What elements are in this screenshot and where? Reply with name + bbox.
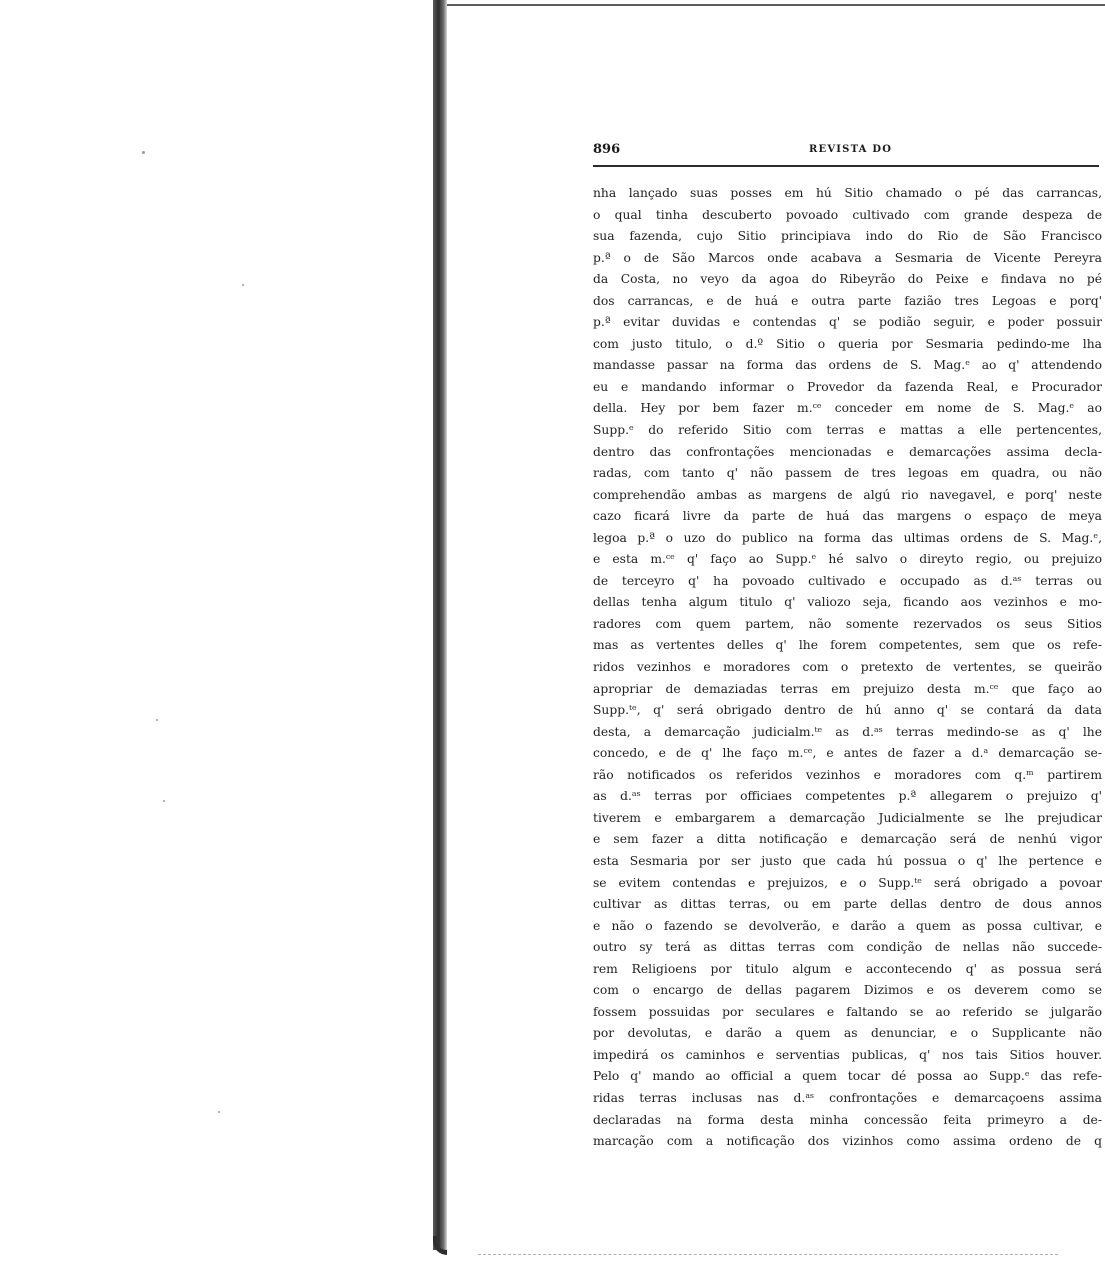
text-line: e não o fazendo se devolverão, e darão a quem as possa cultivar, e (593, 918, 1102, 933)
text-line: e esta m.ᶜᵉ q' faço ao Supp.ᵉ hé salvo o direyto regio, ou prejuizo (593, 552, 1102, 567)
text-line: e sem fazer a ditta notificação e demarcação será de nenhú vigor (593, 832, 1102, 847)
scan-speck (142, 151, 145, 154)
text-line: sua fazenda, cujo Sitio principiava indo do Rio de São Francisco (593, 229, 1102, 244)
text-line: as d.ᵃˢ terras por officiaes competentes p.ª allegarem o prejuizo q' (593, 789, 1102, 804)
left-margin (0, 0, 438, 1283)
text-line: dentro das confrontações mencionadas e demarcações assima decla- (593, 444, 1102, 459)
text-line: comprehendão ambas as margens de algú rio navegavel, e porq' neste (593, 487, 1102, 502)
body-text (593, 183, 1102, 1153)
text-line: Supp.ᵗᵉ, q' será obrigado dentro de hú anno q' se contará da data (593, 703, 1102, 718)
text-line: Supp.ᵉ do referido Sitio com terras e mattas a elle pertencentes, (593, 423, 1102, 438)
text-line: tiverem e embargarem a demarcação Judicialmente se lhe prejudicar (593, 810, 1102, 825)
text-line: ridos vezinhos e moradores com o pretexto de vertentes, se queirão (593, 660, 1102, 675)
text-line: cultivar as dittas terras, ou em parte dellas dentro de dous annos (593, 897, 1102, 912)
text-line: nha lançado suas posses em hú Sitio chamado o pé das carrancas, (593, 186, 1102, 200)
text-line: outro sy terá as dittas terras com condição de nellas não succede- (593, 940, 1102, 955)
text-line: radas, com tanto q' não passem de tres legoas em quadra, ou não (593, 466, 1102, 481)
text-line: cazo ficará livre da parte de huá das margens o espaço de meya (593, 509, 1102, 524)
text-line: rão notificados os referidos vezinhos e moradores com q.ᵐ partirem (593, 767, 1102, 782)
text-line: p.ª evitar duvidas e contendas q' se podião seguir, e poder possuir (593, 315, 1102, 330)
page-top-edge (447, 4, 1105, 14)
scan-speck (156, 719, 158, 721)
text-line: concedo, e de q' lhe faço m.ᶜᵉ, e antes de fazer a d.ᵃ demarcação se- (593, 746, 1102, 761)
text-line: com justo titulo, o d.º Sitio o queria por Sesmaria pedindo-me lha (593, 336, 1102, 351)
text-line: mandasse passar na forma das ordens de S. Mag.ᵉ ao q' attendendo (593, 358, 1102, 373)
page-number: 896 (593, 142, 621, 157)
text-line: o qual tinha descuberto povoado cultivado com grande despeza de (593, 207, 1102, 222)
scan-speck (218, 1111, 220, 1113)
text-line: dellas tenha algum titulo q' valiozo seja, ficando aos vezinhos e mo- (593, 595, 1102, 610)
text-line: p.ª o de São Marcos onde acabava a Sesmaria de Vicente Pereyra (593, 250, 1102, 265)
page-header (593, 140, 1105, 166)
text-line: esta Sesmaria por ser justo que cada hú possua o q' lhe pertence e (593, 853, 1102, 868)
text-line: fossem possuidas por seculares e faltando se ao referido se julgarão (593, 1004, 1102, 1019)
text-line: impedirá os caminhos e serventias publicas, q' nos tais Sitios houver. (593, 1047, 1102, 1062)
text-line: Pelo q' mando ao official a quem tocar dé possa ao Supp.ᵉ das refe- (593, 1069, 1102, 1084)
scan-speck (242, 284, 244, 286)
text-line: ridas terras inclusas nas d.ᵃˢ confrontações e demarcaçoens assima (593, 1090, 1102, 1105)
text-line: com o encargo de dellas pagarem Dizimos e os deverem como se (593, 983, 1102, 998)
running-head: REVISTA DO (809, 144, 893, 155)
text-line: declaradas na forma desta minha concessão feita primeyro a de- (593, 1112, 1102, 1127)
text-line: della. Hey por bem fazer m.ᶜᵉ conceder em nome de S. Mag.ᵉ ao (593, 401, 1102, 416)
page-bottom-edge (478, 1254, 1058, 1255)
text-line: eu e mandando informar o Provedor da fazenda Real, e Procurador (593, 379, 1102, 394)
text-line: se evitem contendas e prejuizos, e o Supp.ᵗᵉ será obrigado a povoar (593, 875, 1102, 890)
text-line: de terceyro q' ha povoado cultivado e occupado as d.ᵃˢ terras ou (593, 573, 1102, 588)
book-spine-shadow (433, 0, 447, 1250)
text-line: marcação com a notificação dos vizinhos como assima ordeno de q (593, 1134, 1102, 1149)
text-line: desta, a demarcação judicialm.ᵗᵉ as d.ᵃˢ terras medindo-se as q' lhe (593, 724, 1102, 739)
scan-speck (163, 800, 165, 802)
text-line: rem Religioens por titulo algum e accontecendo q' as possua será (593, 961, 1102, 976)
header-rule (593, 165, 1099, 167)
text-line: legoa p.ª o uzo do publico na forma das ultimas ordens de S. Mag.ᵉ, (593, 530, 1102, 545)
text-line: radores com quem partem, não somente rezervados os seus Sitios (593, 616, 1102, 631)
text-line: dos carrancas, e de huá e outra parte fazião tres Legoas e porq' (593, 293, 1102, 308)
text-line: por devolutas, e darão a quem as denunciar, e o Supplicante não (593, 1026, 1102, 1041)
text-line: apropriar de demaziadas terras em prejuizo desta m.ᶜᵉ que faço ao (593, 681, 1102, 696)
text-line: mas as vertentes delles q' lhe forem competentes, sem que os refe- (593, 638, 1102, 653)
text-line: da Costa, no veyo da agoa do Ribeyrão do Peixe e findava no pé (593, 272, 1102, 287)
